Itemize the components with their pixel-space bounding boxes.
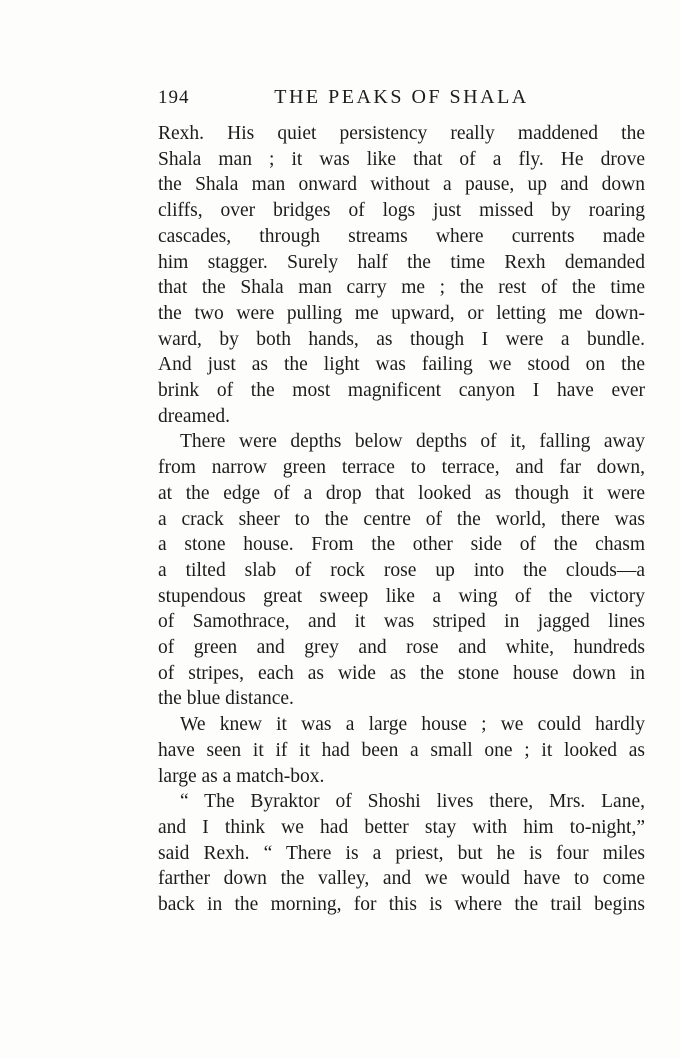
text-line: that the Shala man carry me ; the rest of the time — [158, 277, 645, 299]
text-line: “ The Byraktor of Shoshi lives there, Mrs. Lane, — [180, 791, 645, 813]
text-line: the Shala man onward without a pause, up and down — [158, 174, 645, 196]
text-line: stupendous great sweep like a wing of the victory — [158, 585, 645, 607]
text-line: a stone house. From the other side of the chasm — [158, 534, 645, 556]
text-line: the two were pulling me upward, or letting me down- — [158, 302, 645, 324]
page-number: 194 — [158, 87, 190, 108]
text-line: farther down the valley, and we would have to come — [158, 868, 645, 890]
text-line: There were depths below depths of it, falling away — [180, 431, 645, 453]
text-line: of green and grey and rose and white, hundreds — [158, 637, 645, 659]
text-line: a tilted slab of rock rose up into the clouds—a — [158, 559, 645, 581]
text-line: have seen it if it had been a small one ; it looked as — [158, 739, 645, 761]
text-line: and I think we had better stay with him to-night,” — [158, 816, 645, 838]
text-line: of Samothrace, and it was striped in jagged lines — [158, 611, 645, 633]
text-line: ward, by both hands, as though I were a bundle. — [158, 328, 645, 350]
running-title: THE PEAKS OF SHALA — [274, 86, 529, 108]
text-line: large as a match-box. — [158, 765, 325, 787]
text-line: him stagger. Surely half the time Rexh demanded — [158, 251, 645, 273]
text-line: Rexh. His quiet persistency really maddened the — [158, 123, 645, 144]
page-header — [158, 86, 645, 112]
text-line: a crack sheer to the centre of the world, there was — [158, 508, 645, 530]
text-line: And just as the light was failing we stood on the — [158, 354, 645, 376]
text-line: at the edge of a drop that looked as though it were — [158, 482, 645, 504]
text-line: said Rexh. “ There is a priest, but he is four miles — [158, 842, 645, 864]
text-line: of stripes, each as wide as the stone house down in — [158, 662, 645, 684]
page-content — [158, 86, 645, 918]
text-line: dreamed. — [158, 405, 231, 427]
text-line: back in the morning, for this is where the trail begins — [158, 894, 645, 916]
text-line: cliffs, over bridges of logs just missed by roaring — [158, 200, 645, 222]
text-line: cascades, through streams where currents made — [158, 225, 645, 247]
text-line: brink of the most magnificent canyon I have ever — [158, 380, 645, 402]
page-body — [158, 121, 645, 918]
text-line: We knew it was a large house ; we could hardly — [180, 714, 645, 736]
text-line: from narrow green terrace to terrace, and far down, — [158, 457, 645, 479]
text-line: the blue distance. — [158, 688, 294, 710]
text-line: Shala man ; it was like that of a fly. He drove — [158, 148, 645, 170]
